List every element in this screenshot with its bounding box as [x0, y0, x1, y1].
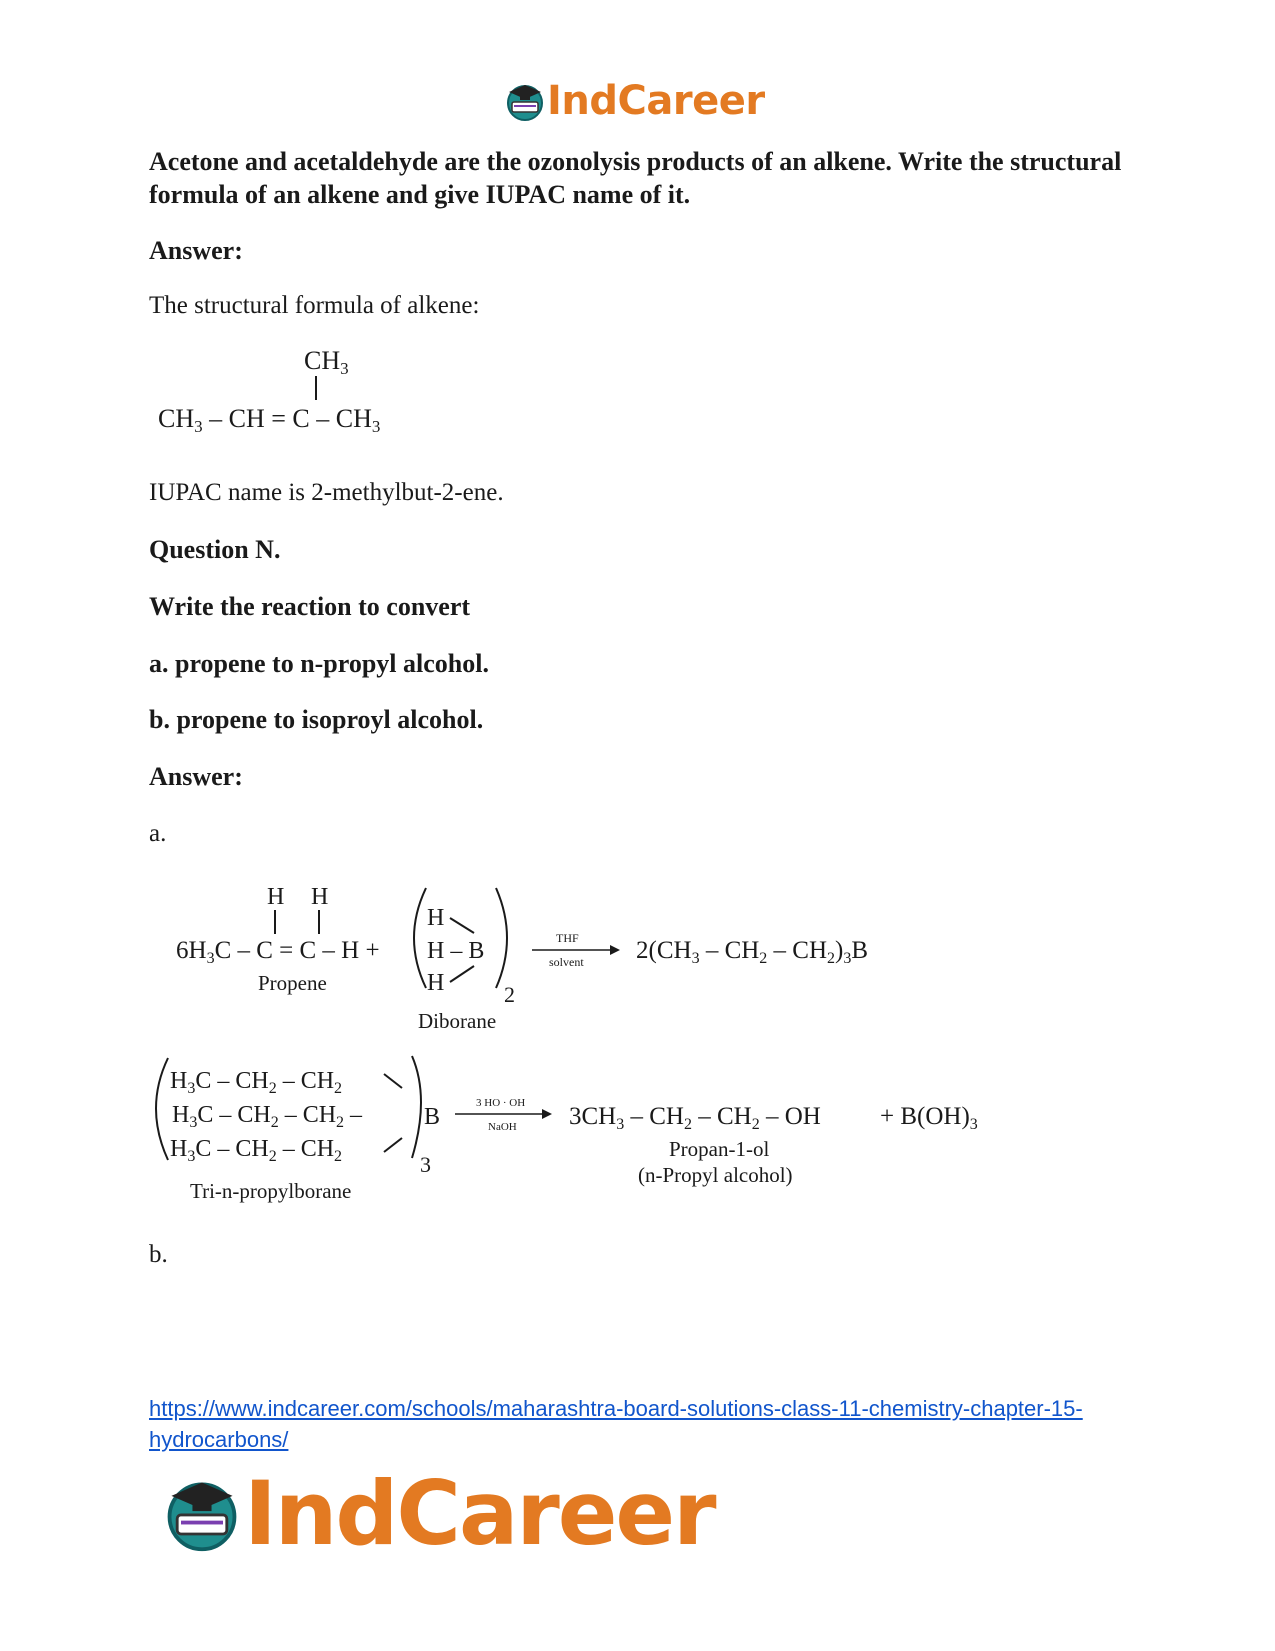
diborane-row-2: H – B [427, 938, 485, 964]
bond-line [384, 1074, 402, 1088]
boric-acid-byproduct: + $B(OH)_3$ [880, 1103, 978, 1133]
tripropylborane-subscript: 3 [420, 1152, 431, 1177]
arrow-head-icon [610, 945, 620, 955]
question-n-text: Write the reaction to convert [149, 592, 471, 621]
graduation-cap-book-globe-icon [503, 79, 547, 123]
bond-line [384, 1138, 402, 1152]
diborane-row-3: H [427, 970, 445, 996]
brand-name-large: IndCareer [244, 1461, 715, 1565]
bond-line [450, 966, 474, 982]
diborane-row-1: H [427, 905, 445, 931]
part-a-label: a. [149, 820, 167, 847]
part-a-question: a. propene to n-propyl alcohol. [149, 649, 489, 678]
propene-h-left: H [267, 884, 285, 910]
footer-logo [160, 1463, 715, 1563]
propene-h-right: H [311, 884, 329, 910]
alkene-structure [150, 345, 450, 445]
arrow-1-bottom-label: solvent [549, 955, 584, 969]
tripropylborane-row-1: $H_3C - CH_2 - CH_2$ [170, 1068, 343, 1097]
header-logo [503, 76, 765, 126]
left-bracket [156, 1058, 168, 1160]
right-bracket [496, 888, 507, 988]
part-b-question: b. propene to isoproyl alcohol. [149, 705, 484, 734]
part-b-label: b. [149, 1241, 168, 1268]
arrow-2-bottom-label: NaOH [488, 1121, 517, 1133]
arrow-1-top-label: THF [556, 931, 579, 945]
propene-formula: $6H_3C - C = C - H$ + [176, 937, 380, 967]
trialkylborane-product: $2(CH_3 - CH_2 - CH_2)_3B$ [636, 937, 869, 967]
right-bracket [412, 1056, 421, 1158]
tripropylborane-row-2: $H_3C - CH_2 - CH_2$ – [172, 1102, 363, 1131]
answer-label-2: Answer: [149, 762, 243, 791]
propanol-alt-name: (n-Propyl alcohol) [638, 1163, 793, 1187]
boron-label: B [424, 1104, 441, 1130]
diborane-subscript: 2 [504, 982, 515, 1007]
alkene-main-chain: CH3 – CH = C – CH3 [158, 404, 381, 436]
diborane-name: Diborane [418, 1009, 497, 1033]
propene-name: Propene [258, 971, 327, 995]
alkene-top-group: CH3 [304, 346, 349, 378]
propanol-name: Propan-1-ol [669, 1137, 770, 1161]
structural-intro: The structural formula of alkene: [149, 292, 480, 319]
propanol-product: $3CH_3 - CH_2 - CH_2$ – OH [569, 1103, 821, 1133]
tripropylborane-name: Tri-n-propylborane [190, 1179, 352, 1203]
left-bracket [414, 888, 426, 988]
reaction-2-diagram [150, 1048, 1050, 1208]
brand-name: IndCareer [547, 78, 765, 124]
iupac-text: IUPAC name is 2-methylbut-2-ene. [149, 479, 504, 506]
arrow-head-icon [542, 1109, 552, 1119]
question-1: Acetone and acetaldehyde are the ozonolysis products of an alkene. Write the structural formula of an alkene and give IUPAC name of it. [149, 147, 1122, 209]
bond-line [450, 918, 474, 933]
arrow-2-top-label: 3 HO · OH [476, 1097, 526, 1109]
reaction-1-diagram [170, 878, 930, 1038]
tripropylborane-row-3: $H_3C - CH_2 - CH_2$ [170, 1136, 343, 1165]
answer-label-1: Answer: [149, 236, 243, 265]
graduation-cap-book-globe-icon [160, 1471, 244, 1555]
source-link[interactable]: https://www.indcareer.com/schools/maharashtra-board-solutions-class-11-chemistry-chapter-15-hydrocarbons/ [149, 1396, 1083, 1452]
question-n-label: Question N. [149, 535, 281, 564]
